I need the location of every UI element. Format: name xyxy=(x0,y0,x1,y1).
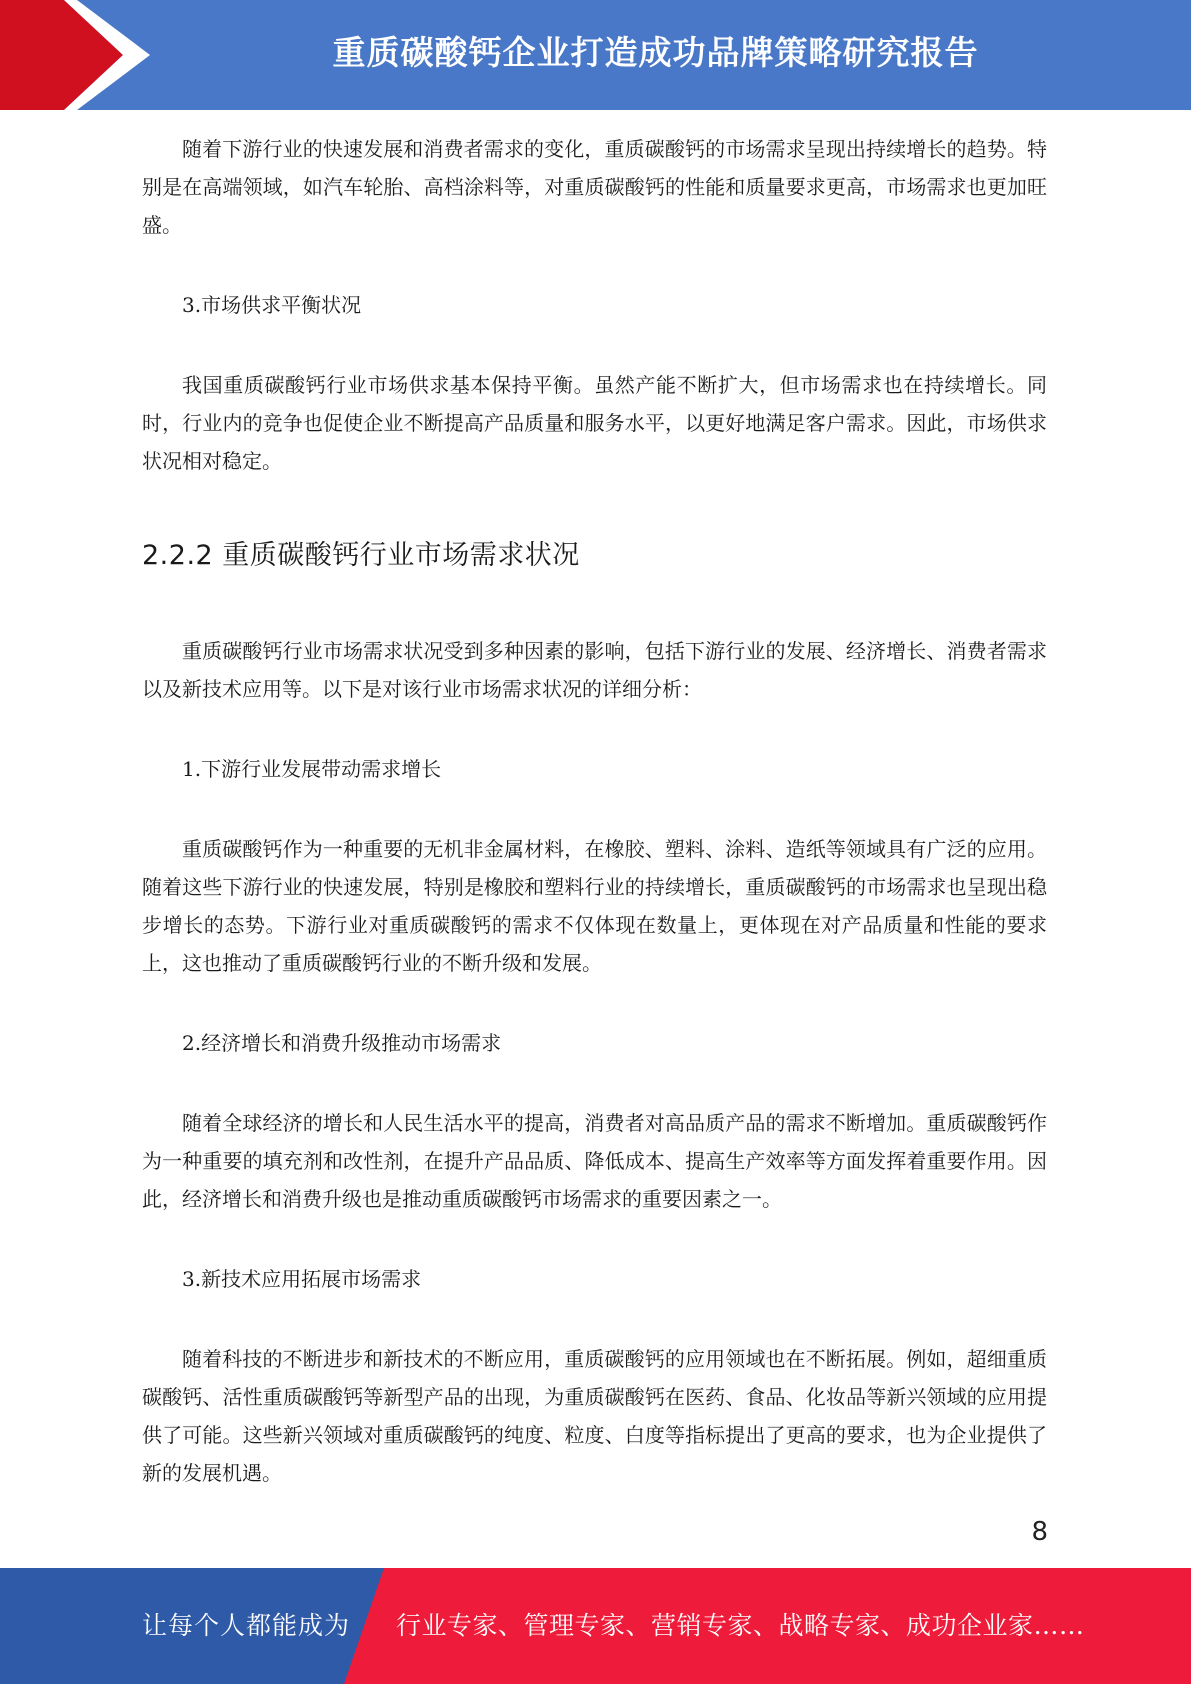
page-number: 8 xyxy=(1031,1517,1048,1547)
paragraph-new-tech: 随着科技的不断进步和新技术的不断应用，重质碳酸钙的应用领域也在不断拓展。例如，超细重质碳酸钙、活性重质碳酸钙等新型产品的出现，为重质碳酸钙在医药、食品、化妆品等新兴领域的应用提供了可能。这些新兴领域对重质碳酸钙的纯度、粒度、白度等指标提出了更高的要求，也为企业提供了新的发展机遇。 xyxy=(142,1347,1047,1485)
list-item-supply-balance: 3.市场供求平衡状况 xyxy=(182,293,362,317)
list-item-new-tech: 3.新技术应用拓展市场需求 xyxy=(182,1267,422,1291)
list-item-economy: 2.经济增长和消费升级推动市场需求 xyxy=(182,1031,502,1055)
paragraph-supply-balance: 我国重质碳酸钙行业市场供求基本保持平衡。虽然产能不断扩大，但市场需求也在持续增长。同时，行业内的竞争也促使企业不断提高产品质量和服务水平，以更好地满足客户需求。因此，市场供求状况相对稳定。 xyxy=(142,373,1047,473)
page-footer-band xyxy=(0,1568,1191,1684)
footer-slogan-left: 让每个人都能成为 xyxy=(142,1611,351,1640)
document-body xyxy=(142,130,1047,1492)
paragraph-downstream: 重质碳酸钙作为一种重要的无机非金属材料，在橡胶、塑料、涂料、造纸等领域具有广泛的应用。随着这些下游行业的快速发展，特别是橡胶和塑料行业的持续增长，重质碳酸钙的市场需求也呈现出稳步增长的态势。下游行业对重质碳酸钙的需求不仅体现在数量上，更体现在对产品质量和性能的要求上，这也推动了重质碳酸钙行业的不断升级和发展。 xyxy=(142,837,1047,975)
report-title: 重质碳酸钙企业打造成功品牌策略研究报告 xyxy=(332,33,979,72)
section-heading: 2.2.2 重质碳酸钙行业市场需求状况 xyxy=(142,540,580,571)
paragraph-demand-intro: 重质碳酸钙行业市场需求状况受到多种因素的影响，包括下游行业的发展、经济增长、消费者需求以及新技术应用等。以下是对该行业市场需求状况的详细分析： xyxy=(142,639,1047,701)
paragraph-economy: 随着全球经济的增长和人民生活水平的提高，消费者对高品质产品的需求不断增加。重质碳酸钙作为一种重要的填充剂和改性剂，在提升产品品质、降低成本、提高生产效率等方面发挥着重要作用。因此，经济增长和消费升级也是推动重质碳酸钙市场需求的重要因素之一。 xyxy=(142,1111,1047,1211)
paragraph-demand-trend: 随着下游行业的快速发展和消费者需求的变化，重质碳酸钙的市场需求呈现出持续增长的趋势。特别是在高端领域，如汽车轮胎、高档涂料等，对重质碳酸钙的性能和质量要求更高，市场需求也更加旺盛。 xyxy=(142,137,1047,237)
footer-slogan-right: 行业专家、管理专家、营销专家、战略专家、成功企业家…… xyxy=(396,1611,1085,1640)
page-header-band xyxy=(0,0,1191,110)
list-item-downstream: 1.下游行业发展带动需求增长 xyxy=(182,757,442,781)
red-chevron-icon xyxy=(0,0,160,110)
